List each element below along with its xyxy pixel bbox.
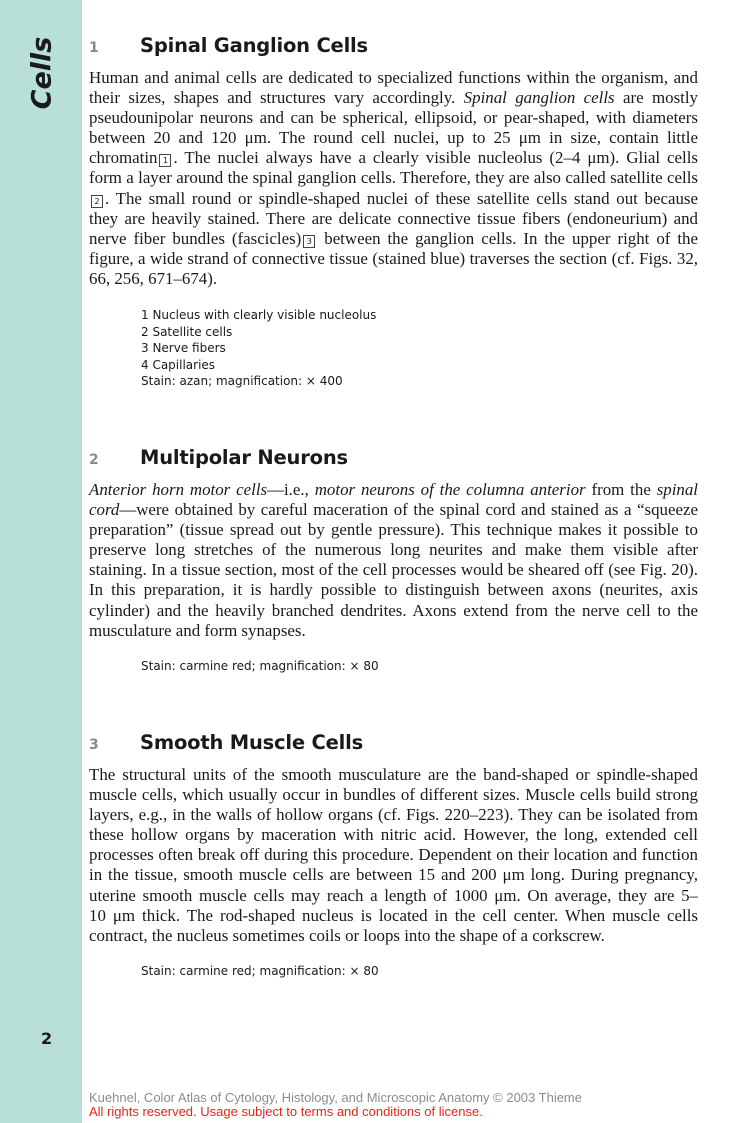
figure-legend [141,963,698,980]
copyright-line: Kuehnel, Color Atlas of Cytology, Histology, and Microscopic Anatomy © 2003 Thieme [89,1090,582,1105]
legend-item: 3 Nerve fibers [141,341,226,356]
body-text: —were obtained by careful maceration of the spinal cord and stained as a “squeeze preparation” (tissue spread out by gentle pressure). This technique makes it possible to preserve long stretches of the numerous long neurites and make them visible after staining. In a tissue section, most of the cell processes would be sheared off (see Fig. 20). In this preparation, it is hardly possible to distinguish between axons (neurites, axis cylinder) and the heavily branched dendrites. Axons extend from the nerve cell to the musculature and form synapses. [89,500,698,640]
body-text: . The small round or spindle-shaped nuclei of these satellite cells stand out because they are heavily stained. There are delicate connective tissue fibers (endoneurium) and nerve fiber bundles (fascicles) [89,188,698,248]
stain-info: Stain: carmine red; magnification: × 80 [141,658,379,673]
legend-item: 2 Satellite cells [141,324,233,339]
chapter-label: Cells [26,36,58,110]
body-italic: Spinal ganglion cells [463,88,615,108]
body-text: from the [585,480,657,499]
figure-legend [141,307,698,390]
body-italic: Anterior horn motor cells [89,480,268,499]
section-title: Spinal Ganglion Cells [140,34,368,57]
stain-info: Stain: azan; magnification: × 400 [141,374,343,389]
section-number: 2 [89,452,99,468]
figure-legend [141,658,698,675]
body-italic: motor neurons of the columna anterior [314,480,586,499]
chapter-sidebar [0,0,82,1123]
legend-item: 4 Capillaries [141,357,216,372]
section-title: Smooth Muscle Cells [140,731,364,754]
figure-ref-3: 3 [303,235,315,248]
section-body: The structural units of the smooth musculature are the band-shaped or spindle-shaped muscle cells, which usually occur in bundles of different sizes. Muscle cells build strong layers, e.g., in the walls of hollow organs (cf. Figs. 220–223). They can be isolated from these hollow organs by maceration with nitric acid. However, the long, extended cell processes often break off during this procedure. Dependent on their location and function in the tissue, smooth muscle cells are between 15 and 200 μm long. During pregnancy, uterine smooth muscle cells may reach a length of 1000 μm. On average, they are 5–10 μm thick. The rod-shaped nucleus is located in the cell center. When muscle cells contract, the nucleus sometimes coils or loops into the shape of a corkscrew. [89,765,698,945]
legend-item: 1 Nucleus with clearly visible nucleolus [141,308,377,323]
section-heading [89,34,698,66]
section-body [89,480,698,641]
body-text: are mostly pseudounipolar neurons and can be spherical, ellipsoid, or pear-shaped, with diameters between 20 and 120 μm. The round cell nuclei, up to 25 μm in size, contain little chromatin [89,88,699,168]
copyright-footer [89,1091,582,1119]
body-text: between the ganglion cells. In the upper right of the figure, a wide strand of connective tissue (stained blue) traverses the section (cf. Figs. 32, 66, 256, 671–674). [89,228,698,288]
body-text: —i.e., [267,480,315,499]
body-italic: spinal cord [89,480,698,520]
section-title: Multipolar Neurons [140,446,348,469]
body-text: . The nuclei always have a clearly visible nucleolus (2–4 μm). Glial cells form a layer around the spinal ganglion cells. Therefore, they are also called satellite cells [89,148,698,188]
section-number: 3 [89,737,99,753]
section-heading [89,731,698,763]
stain-info: Stain: carmine red; magnification: × 80 [141,963,379,978]
section-number: 1 [89,40,99,56]
section-heading [89,446,698,478]
section-spinal-ganglion-cells [89,34,698,390]
license-line: All rights reserved. Usage subject to terms and conditions of license. [89,1104,483,1119]
section-smooth-muscle-cells [89,731,698,979]
chapter-tab [19,28,65,118]
page-content [89,34,699,978]
section-multipolar-neurons [89,446,698,674]
section-body [89,68,698,289]
page-number: 2 [41,1029,53,1048]
figure-ref-1: 1 [159,154,171,167]
figure-ref-2: 2 [91,195,103,208]
body-text: Human and animal cells are dedicated to specialized functions within the organism, and their sizes, shapes and structures vary accordingly. [89,68,698,108]
